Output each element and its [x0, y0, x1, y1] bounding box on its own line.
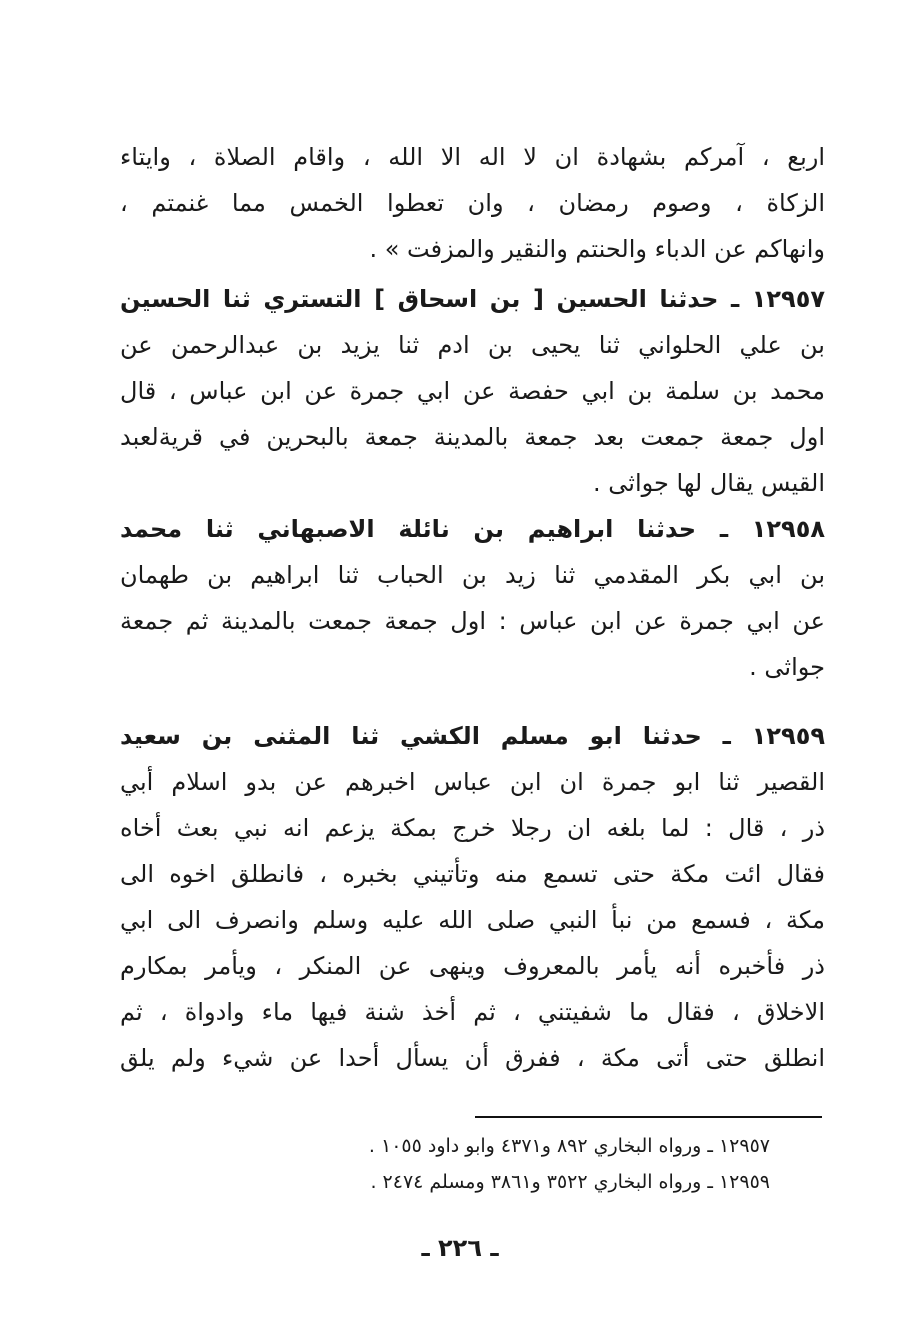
hadith-12957 [120, 276, 825, 506]
footnote-12957: ١٢٩٥٧ ـ ورواه البخاري ٨٩٢ و٤٣٧١ وابو داود ١٠٥٥ . [368, 1135, 770, 1157]
intro-line: الزكاة ، وصوم رمضان ، وان تعطوا الخمس مما غنمتم ، [120, 189, 825, 217]
footnote-divider [475, 1116, 822, 1118]
hadith-line: ١٢٩٥٧ ـ حدثنا الحسين [ بن اسحاق ] التستري ثنا الحسين [120, 285, 825, 313]
hadith-line: ١٢٩٥٩ ـ حدثنا ابو مسلم الكشي ثنا المثنى بن سعيد [120, 722, 825, 750]
hadith-line: ذر ، قال : لما بلغه ان رجلا خرج بمكة يزعم انه نبي بعث أخاه [120, 814, 825, 842]
page-number: ـ ٢٢٦ ـ [421, 1234, 499, 1262]
hadith-line: انطلق حتى أتى مكة ، ففرق أن يسأل أحدا عن شيء ولم يلق [120, 1044, 825, 1072]
hadith-line: فقال ائت مكة حتى تسمع منه وتأتيني بخبره ، فانطلق اخوه الى [120, 860, 825, 888]
hadith-line: جواثى . [749, 653, 825, 681]
hadith-12959 [120, 713, 825, 1081]
intro-line: وانهاكم عن الدباء والحنتم والنقير والمزفت » . [369, 235, 825, 263]
intro-paragraph [120, 134, 825, 272]
hadith-line: اول جمعة جمعت بعد جمعة بالمدينة جمعة بالبحرين في قريةلعبد [120, 423, 825, 451]
hadith-line: عن ابي جمرة عن ابن عباس : اول جمعة جمعت بالمدينة ثم جمعة [120, 607, 825, 635]
intro-line: اربع ، آمركم بشهادة ان لا اله الا الله ، واقام الصلاة ، وايتاء [120, 143, 825, 171]
hadith-line: بن ابي بكر المقدمي ثنا زيد بن الحباب ثنا ابراهيم بن طهمان [120, 561, 825, 589]
hadith-line: القيس يقال لها جواثى . [593, 469, 825, 497]
hadith-line: ١٢٩٥٨ ـ حدثنا ابراهيم بن نائلة الاصبهاني ثنا محمد [120, 515, 825, 543]
footnotes [200, 1128, 770, 1200]
hadith-line: بن علي الحلواني ثنا يحيى بن ادم ثنا يزيد بن عبدالرحمن عن [120, 331, 825, 359]
hadith-line: الاخلاق ، فقال ما شفيتني ، ثم أخذ شنة فيها ماء وادواة ، ثم [120, 998, 825, 1026]
footnote-12959: ١٢٩٥٩ ـ ورواه البخاري ٣٥٢٢ و٣٨٦١ ومسلم ٢٤٧٤ . [370, 1171, 770, 1193]
hadith-12958 [120, 506, 825, 690]
hadith-line: مكة ، فسمع من نبأ النبي صلى الله عليه وسلم وانصرف الى ابي [120, 906, 825, 934]
hadith-line: القصير ثنا ابو جمرة ان ابن عباس اخبرهم عن بدو اسلام أبي [120, 768, 825, 796]
hadith-line: ذر فأخبره أنه يأمر بالمعروف وينهى عن المنكر ، ويأمر بمكارم [120, 952, 825, 980]
hadith-line: محمد بن سلمة بن ابي حفصة عن ابي جمرة عن ابن عباس ، قال [120, 377, 825, 405]
